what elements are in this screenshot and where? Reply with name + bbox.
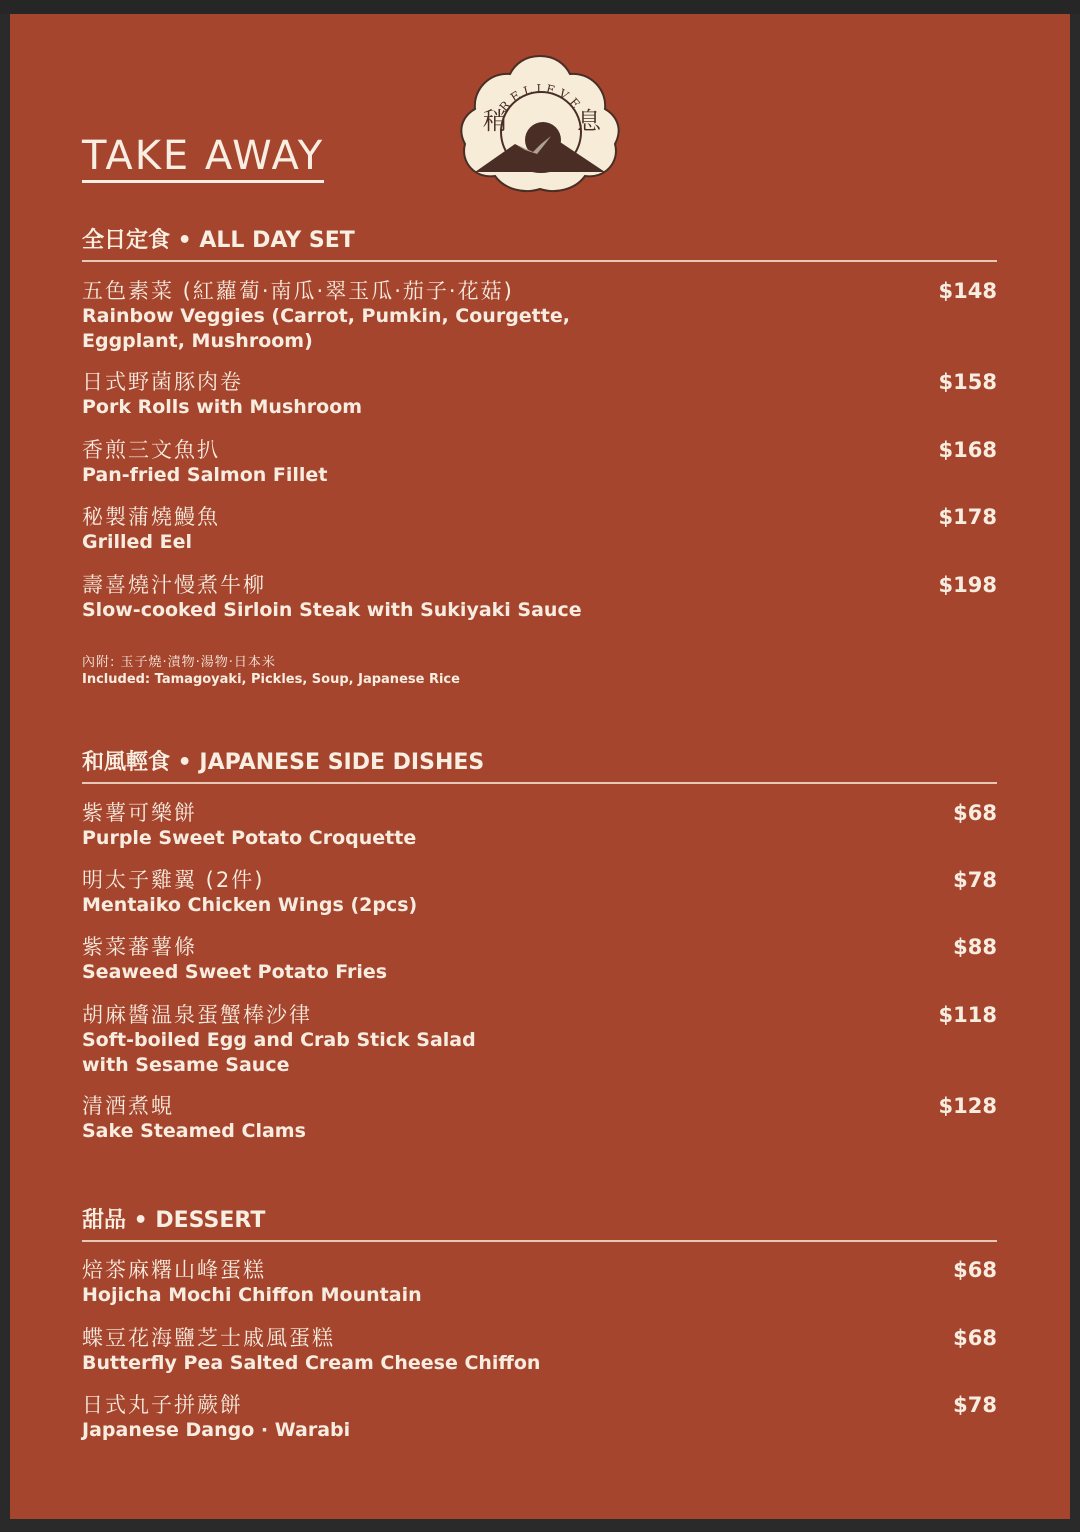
item-name-zh: 壽喜燒汁慢煮牛柳 <box>82 573 266 597</box>
item-name-zh: 日式丸子拼蕨餅 <box>82 1393 243 1417</box>
item-name-en-line2: with Sesame Sauce <box>82 1054 290 1076</box>
item-name-en: Hojicha Mochi Chiffon Mountain <box>82 1284 422 1306</box>
item-name-en: Slow-cooked Sirloin Steak with Sukiyaki Sauce <box>82 599 582 621</box>
item-price: $78 <box>953 868 997 892</box>
item-name-en: Sake Steamed Clams <box>82 1120 306 1142</box>
menu-item <box>82 279 997 354</box>
item-name-en: Soft-boiled Egg and Crab Stick Salad <box>82 1029 476 1051</box>
set-included-note <box>82 654 460 688</box>
item-price: $68 <box>953 1326 997 1350</box>
item-name-en: Purple Sweet Potato Croquette <box>82 827 417 849</box>
item-price: $88 <box>953 935 997 959</box>
item-price: $198 <box>938 573 997 597</box>
item-price: $68 <box>953 801 997 825</box>
menu-item <box>82 573 997 623</box>
item-name-en: Seaweed Sweet Potato Fries <box>82 961 388 983</box>
item-name-zh: 五色素菜 (紅蘿蔔·南瓜·翠玉瓜·茄子·花菇) <box>82 279 514 303</box>
item-name-en: Pork Rolls with Mushroom <box>82 396 363 418</box>
item-name-zh: 胡麻醬温泉蛋蟹棒沙律 <box>82 1003 312 1027</box>
menu-item <box>82 1003 997 1078</box>
item-name-zh: 紫菜蕃薯條 <box>82 935 197 959</box>
item-name-zh: 焙茶麻糬山峰蛋糕 <box>82 1258 266 1282</box>
item-price: $68 <box>953 1258 997 1282</box>
item-name-zh: 秘製蒲燒鰻魚 <box>82 505 220 529</box>
item-price: $78 <box>953 1393 997 1417</box>
logo-char-left: 稍 <box>483 107 507 135</box>
top-frame-bar <box>0 0 1080 14</box>
restaurant-logo <box>455 44 625 194</box>
item-price: $158 <box>938 370 997 394</box>
item-name-en: Butterfly Pea Salted Cream Cheese Chiffon <box>82 1352 541 1374</box>
item-name-en: Rainbow Veggies (Carrot, Pumkin, Courgette, <box>82 305 570 327</box>
menu-item <box>82 1258 997 1308</box>
item-name-en: Grilled Eel <box>82 531 192 553</box>
item-price: $178 <box>938 505 997 529</box>
section-heading-japanese-side-dishes: 和風輕食 • JAPANESE SIDE DISHES <box>82 748 997 784</box>
note-en: Included: Tamagoyaki, Pickles, Soup, Japanese Rice <box>82 672 460 687</box>
item-name-zh: 日式野菌豚肉卷 <box>82 370 243 394</box>
item-name-zh: 蝶豆花海鹽芝士戚風蛋糕 <box>82 1326 335 1350</box>
menu-item <box>82 935 997 985</box>
item-name-zh: 明太子雞翼 (2件) <box>82 868 265 892</box>
logo-char-right: 息 <box>577 107 601 135</box>
item-name-zh: 清酒煮蜆 <box>82 1094 174 1118</box>
item-name-en: Japanese Dango · Warabi <box>82 1419 351 1441</box>
item-name-en-line2: Eggplant, Mushroom) <box>82 330 313 352</box>
item-name-zh: 香煎三文魚扒 <box>82 438 220 462</box>
item-name-en: Pan-fried Salmon Fillet <box>82 464 328 486</box>
menu-item <box>82 505 997 555</box>
menu-page <box>10 14 1070 1519</box>
item-name-zh: 紫薯可樂餅 <box>82 801 197 825</box>
item-price: $128 <box>938 1094 997 1118</box>
menu-item <box>82 801 997 851</box>
note-zh: 內附: 玉子燒·漬物·湯物·日本米 <box>82 655 276 670</box>
menu-item <box>82 1326 997 1376</box>
menu-item <box>82 1393 997 1443</box>
item-price: $168 <box>938 438 997 462</box>
logo-arc-text: RELIEVE <box>496 81 586 115</box>
item-price: $148 <box>938 279 997 303</box>
item-name-en: Mentaiko Chicken Wings (2pcs) <box>82 894 418 916</box>
menu-item <box>82 438 997 488</box>
menu-item <box>82 370 997 420</box>
section-heading-dessert: 甜品 • DESSERT <box>82 1206 997 1242</box>
section-heading-all-day-set: 全日定食 • ALL DAY SET <box>82 226 997 262</box>
menu-item <box>82 868 997 918</box>
menu-item <box>82 1094 997 1144</box>
page-title: TAKE AWAY <box>82 134 324 183</box>
item-price: $118 <box>938 1003 997 1027</box>
